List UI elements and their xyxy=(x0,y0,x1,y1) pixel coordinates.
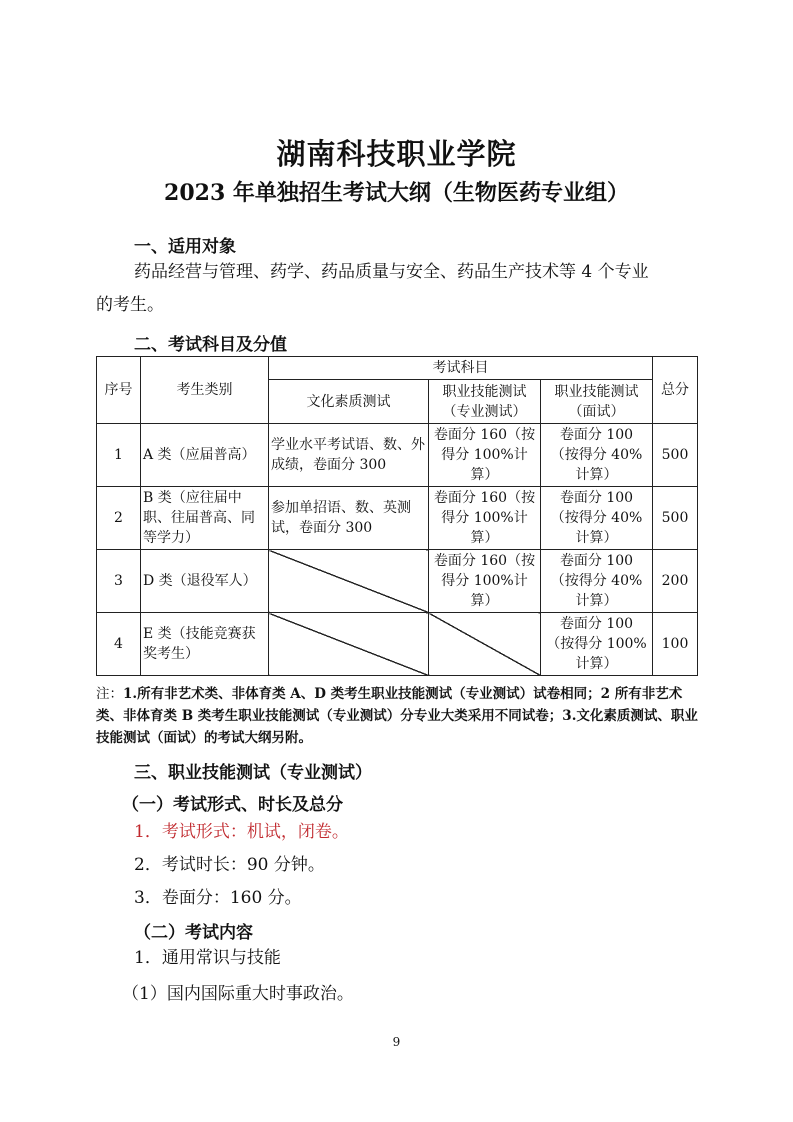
cell-line: 算） xyxy=(470,467,499,483)
header-skill-int-line2: （面试） xyxy=(568,403,625,420)
header-skill-pro-line1: 职业技能测试 xyxy=(442,383,527,400)
cell-skill-pro xyxy=(429,550,541,613)
cell-line: 计算） xyxy=(575,467,618,483)
note-prefix: 注： xyxy=(96,686,123,702)
exam-subjects-table xyxy=(96,356,698,676)
cell-total: 500 xyxy=(653,487,698,550)
cell-seq: 4 xyxy=(97,613,141,676)
exam-form-item: 1．考试形式：机试，闭卷。 xyxy=(134,822,349,842)
section1-line1: 药品经营与管理、药学、药品质量与安全、药品生产技术等 4 个专业 xyxy=(134,262,649,282)
header-type: 考生类别 xyxy=(141,357,269,424)
cell-skill-int xyxy=(541,613,653,676)
cell-line: 卷面分 100 xyxy=(559,616,634,632)
cell-skill-pro xyxy=(429,487,541,550)
cell-line: 算） xyxy=(470,593,499,609)
note-text: 1.所有非艺术类、非体育类 A、D 类考生职业技能测试（专业测试）试卷相同；2 所有非艺术类、非体育类 B 类考生职业技能测试（专业测试）分专业大类采用不同试卷；3.文化素质测试、职业技能测试（面试）的考试大纲另附。 xyxy=(96,686,698,746)
header-seq: 序号 xyxy=(97,357,141,424)
content-item-1-1: （1）国内国际重大时事政治。 xyxy=(122,984,354,1004)
section3-sub2: （二）考试内容 xyxy=(134,923,253,943)
cell-line: 卷面分 160（按 xyxy=(433,490,536,506)
cell-skill-pro xyxy=(429,424,541,487)
cell-line: 计算） xyxy=(575,593,618,609)
table-row xyxy=(97,487,698,550)
header-skill-int xyxy=(541,380,653,424)
page-number: 9 xyxy=(392,1035,401,1049)
cell-culture: 学业水平考试语、数、外成绩，卷面分 300 xyxy=(269,424,429,487)
cell-skill-int xyxy=(541,424,653,487)
cell-line: （按得分 40% xyxy=(550,510,643,526)
cell-skill-int xyxy=(541,487,653,550)
header-total: 总分 xyxy=(653,357,698,424)
exam-score-item: 3．卷面分：160 分。 xyxy=(134,888,302,908)
cell-seq: 3 xyxy=(97,550,141,613)
exam-duration-item: 2．考试时长：90 分钟。 xyxy=(134,855,325,875)
cell-line: 得分 100%计 xyxy=(441,573,528,589)
cell-line: 计算） xyxy=(575,530,618,546)
content-item-1: 1．通用常识与技能 xyxy=(134,948,281,968)
cell-total: 100 xyxy=(653,613,698,676)
school-title: 湖南科技职业学院 xyxy=(276,137,517,171)
cell-line: 算） xyxy=(470,530,499,546)
table-row xyxy=(97,424,698,487)
cell-type: D 类（退役军人） xyxy=(141,550,269,613)
cell-type: E 类（技能竞赛获奖考生） xyxy=(141,613,269,676)
cell-total: 500 xyxy=(653,424,698,487)
header-subjects: 考试科目 xyxy=(269,357,653,380)
cell-empty-slash xyxy=(429,613,541,676)
header-culture: 文化素质测试 xyxy=(269,380,429,424)
cell-type: A 类（应届普高） xyxy=(141,424,269,487)
cell-line: 计算） xyxy=(575,656,618,672)
cell-line: （按得分 40% xyxy=(550,447,643,463)
cell-line: 卷面分 100 xyxy=(559,427,634,443)
section1-line2: 的考生。 xyxy=(96,295,164,315)
table-note xyxy=(96,683,701,749)
table-row xyxy=(97,550,698,613)
header-skill-pro xyxy=(429,380,541,424)
cell-type: B 类（应往届中职、往届普高、同等学力） xyxy=(141,487,269,550)
section2-heading: 二、考试科目及分值 xyxy=(134,335,287,355)
cell-line: （按得分 100% xyxy=(546,636,647,652)
exam-title: 2023 年单独招生考试大纲（生物医药专业组） xyxy=(164,180,629,206)
table-row xyxy=(97,613,698,676)
header-skill-pro-line2: （专业测试） xyxy=(442,403,527,420)
cell-seq: 2 xyxy=(97,487,141,550)
cell-empty-slash xyxy=(269,613,429,676)
cell-empty-slash xyxy=(269,550,429,613)
cell-seq: 1 xyxy=(97,424,141,487)
header-skill-int-line1: 职业技能测试 xyxy=(554,383,639,400)
cell-line: 卷面分 100 xyxy=(559,490,634,506)
cell-line: 得分 100%计 xyxy=(441,447,528,463)
section1-heading: 一、适用对象 xyxy=(134,237,236,257)
cell-line: 卷面分 100 xyxy=(559,553,634,569)
cell-skill-int xyxy=(541,550,653,613)
cell-culture: 参加单招语、数、英测试，卷面分 300 xyxy=(269,487,429,550)
cell-line: 卷面分 160（按 xyxy=(433,427,536,443)
cell-line: 得分 100%计 xyxy=(441,510,528,526)
section3-heading: 三、职业技能测试（专业测试） xyxy=(134,763,372,783)
cell-line: 卷面分 160（按 xyxy=(433,553,536,569)
cell-total: 200 xyxy=(653,550,698,613)
section3-sub1: （一）考试形式、时长及总分 xyxy=(122,795,343,815)
cell-line: （按得分 40% xyxy=(550,573,643,589)
